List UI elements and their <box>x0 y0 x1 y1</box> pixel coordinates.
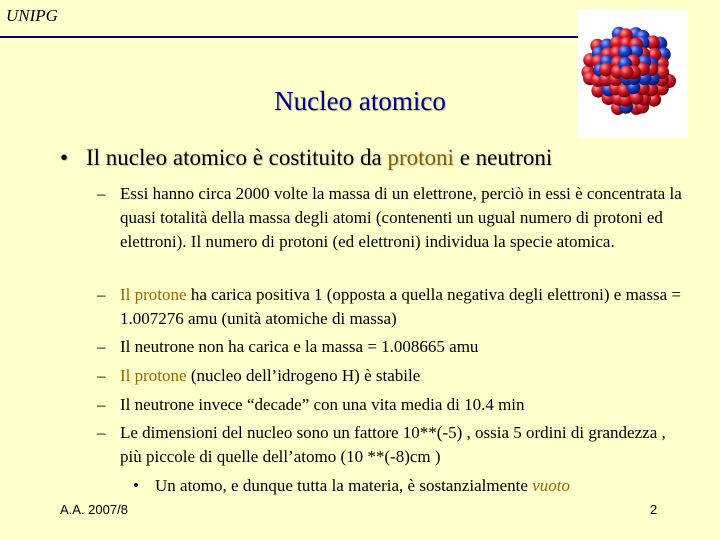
sub-bullet-emph: vuoto <box>532 476 570 495</box>
dash-marker: – <box>97 285 106 304</box>
sub-bullet-text: Un atomo, e dunque tutta la materia, è sostanzialmente <box>155 476 533 495</box>
list-item-rest: ha carica positiva 1 (opposta a quella negativa degli elettroni) e massa = 1.007276 amu (unità atomiche di massa) <box>120 285 681 328</box>
header-rule <box>0 36 580 38</box>
list-item <box>97 393 687 417</box>
list-item-text: Le dimensioni del nucleo sono un fattore 10**(-5) , ossia 5 ordini di grandezza , più piccole di quelle dell’atomo (10 **(-8)cm ) <box>120 423 666 466</box>
nucleon-sphere <box>620 66 634 80</box>
list-item-highlight: Il protone <box>120 285 187 304</box>
list-item <box>97 364 687 388</box>
list-item <box>97 421 687 469</box>
main-bullet-prefix: Il nucleo atomico è costituito da <box>86 145 388 170</box>
header-label: UNIPG <box>6 6 58 25</box>
list-item-rest: (nucleo dell’idrogeno H) è stabile <box>186 366 421 385</box>
list-item-text <box>120 364 687 388</box>
list-item <box>97 182 687 254</box>
slide-title: Nucleo atomico <box>274 86 446 116</box>
main-bullet-suffix: e neutroni <box>453 145 553 170</box>
page-number: 2 <box>650 502 658 517</box>
nucleus-illustration <box>578 10 688 138</box>
list-item-highlight: Il protone <box>120 366 187 385</box>
main-bullet-protoni: protoni <box>387 145 454 170</box>
dash-marker: – <box>97 423 106 442</box>
atomic-nucleus-image <box>578 10 688 138</box>
dash-marker: – <box>97 366 106 385</box>
main-bullet <box>60 143 700 173</box>
dash-marker: – <box>97 337 106 356</box>
list-item <box>97 283 687 331</box>
bullet-marker: • <box>60 145 69 170</box>
sub-bullet <box>133 474 693 498</box>
list-item-text: Essi hanno circa 2000 volte la massa di un elettrone, perciò in essi è concentrata la quasi totalità della massa degli atomi (contenenti un ugual numero di protoni ed elettroni). Il numero di protoni (ed elettroni) individua la specie atomica. <box>120 184 682 251</box>
bullet-marker: • <box>133 476 139 495</box>
list-item <box>97 335 687 359</box>
dash-marker: – <box>97 395 106 414</box>
footer-course-year: A.A. 2007/8 <box>60 502 128 517</box>
list-item-text: Il neutrone invece “decade” con una vita media di 10.4 min <box>120 395 525 414</box>
dash-marker: – <box>97 184 106 203</box>
list-item-text: Il neutrone non ha carica e la massa = 1.008665 amu <box>120 337 479 356</box>
list-item-text <box>120 283 687 331</box>
